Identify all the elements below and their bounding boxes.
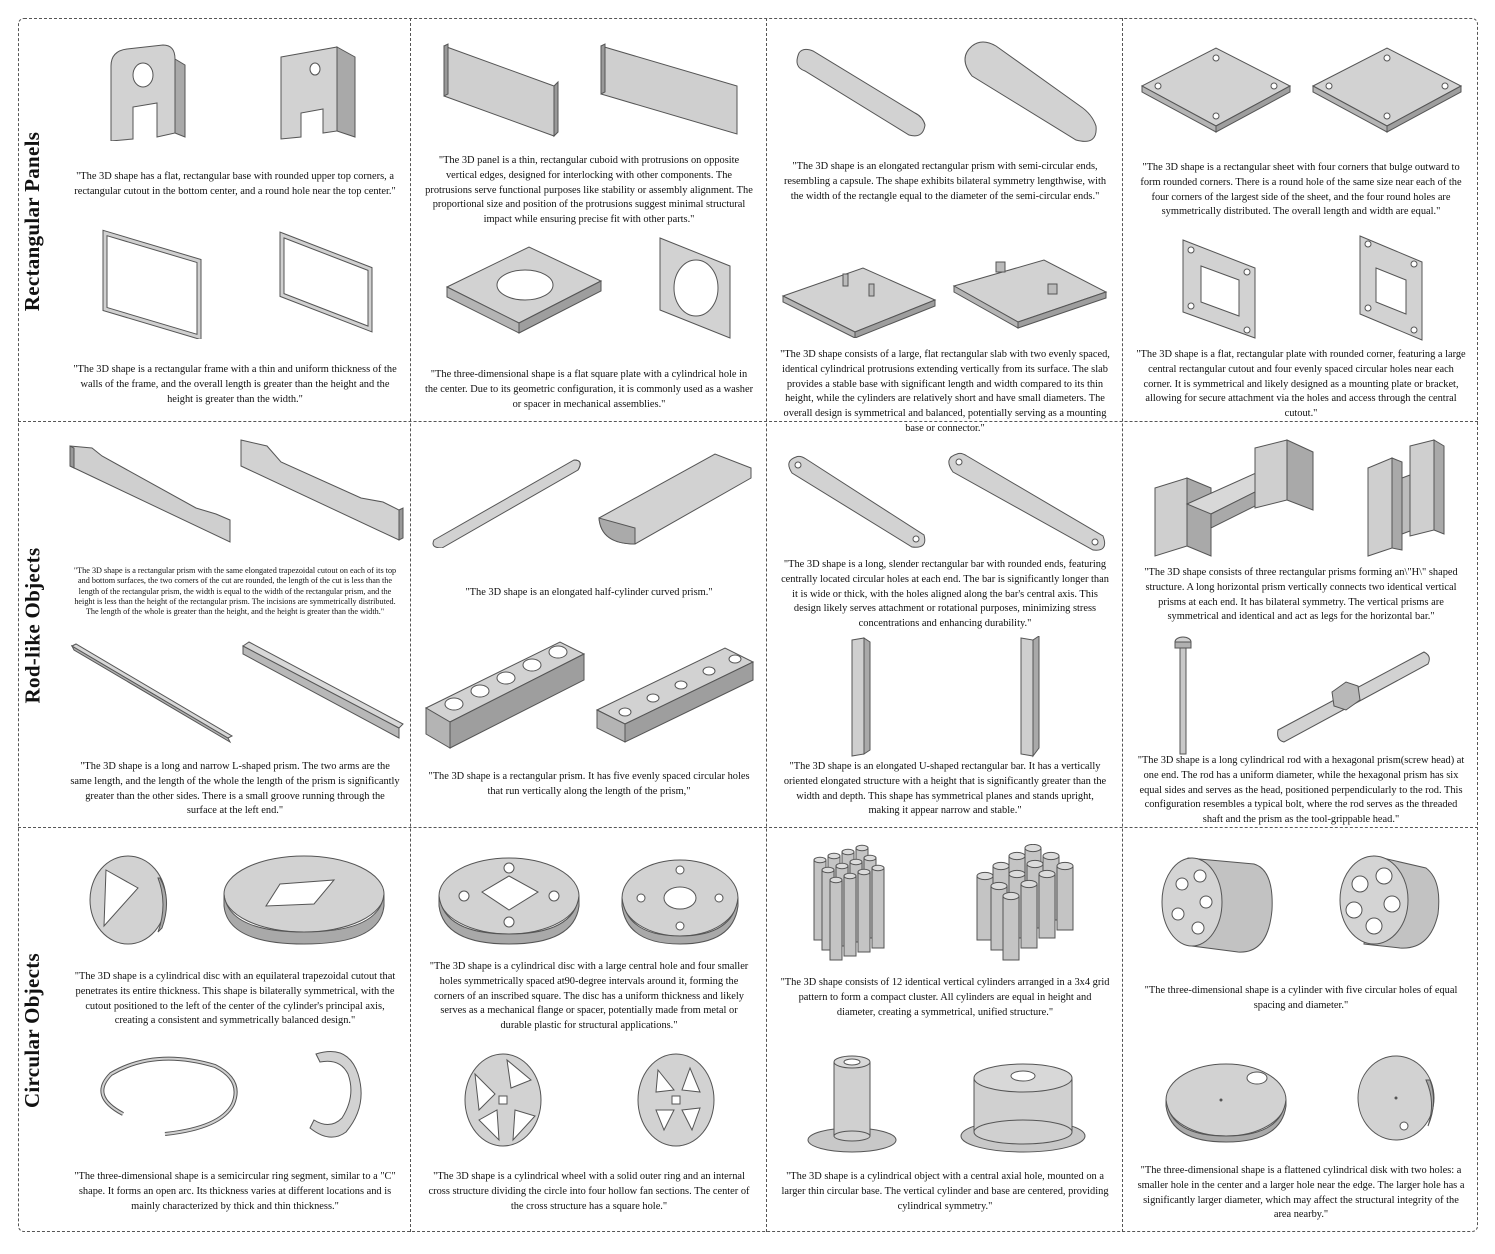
example-cell xyxy=(1130,1044,1472,1224)
column-divider xyxy=(1122,18,1123,1232)
shape-caption: "The 3D shape consists of 12 identical vertical cylinders arranged in a 3x4 grid pattern to form a compact cluster. All cylinders are equal in height and diameter, creating a symmetrical, unified structure." xyxy=(780,977,1110,1018)
disc-with-trapezoid-cutout-shape xyxy=(218,852,388,948)
dogbone-prism-shape xyxy=(66,436,234,546)
example-cell xyxy=(1130,30,1472,230)
shape-caption: "The three-dimensional shape is a flat square plate with a cylindrical hole in the center. Due to its geometric configuration, it is commonly used as a washer or spacer in mechanical assemblies." xyxy=(424,369,754,410)
shape-caption: "The 3D shape is an elongated half-cylinder curved prism." xyxy=(465,587,713,598)
shape-caption: "The 3D panel is a thin, rectangular cuboid with protrusions on opposite vertical edges, designed for interlocking with other components. The protrusions serve functional purposes like stability or assembly alignment. The proportional size and position of the protrusions suggest minimal structural impact while ensuring precise fit with other parts." xyxy=(425,155,753,226)
cylinder xyxy=(858,869,870,952)
example-cell xyxy=(774,842,1116,1042)
cylinder-cluster-shape xyxy=(971,844,1091,968)
shape-caption: "The 3D shape is a rectangular prism with the same elongated trapezoidal cutout on each of its top and bottom surfaces, the two corners of the cut are rounded, the length of the cut is less than the length of the rectangular prism, the width is equal to the width of the rectangular prism, and the height is less than the height of the rectangular prism. The incisions are symmetrically distributed. The length of the whole is greater than the height, and the height is greater than the width." xyxy=(73,566,397,616)
row-label-rectangular-panels xyxy=(0,22,66,420)
shape-caption: "The 3D shape consists of a large, flat rectangular slab with two evenly spaced, identical cylindrical protrusions extending vertically from its surface. The slab provides a stable base with significant length and width compared to its thin height, while the cylinders are relatively short and have small diameters. The overall design is symmetrical and balanced, potentially serving as a mounting base or connector." xyxy=(780,349,1110,434)
example-cell xyxy=(1130,842,1472,1042)
bolt-shape xyxy=(1274,634,1434,758)
shape-caption: "The 3D shape is a cylindrical object with a central axial hole, mounted on a larger thin circular base. The vertical cylinder and base are centered, providing cylindrical symmetry." xyxy=(781,1171,1109,1212)
l-shaped-prism-shape xyxy=(237,640,405,744)
h-shaped-structure-shape xyxy=(1362,438,1452,558)
example-cell xyxy=(418,30,760,230)
flange-disc-shape xyxy=(434,852,584,952)
shape-caption: "The 3D shape is a long and narrow L-shaped prism. The two arms are the same length, and the length of the whole the length of the prism is significantly greater than the other sides. There is a small groove running through the surface at the left end." xyxy=(70,761,400,817)
u-channel-bar-shape xyxy=(1011,636,1051,758)
half-cylinder-prism-shape xyxy=(424,448,584,548)
shape-caption: "The three-dimensional shape is a semicircular ring segment, similar to a "C" shape. It forms an open arc. Its thickness varies at different locations and is mainly characterized by thick and thin thickness." xyxy=(74,1171,396,1212)
shape-caption: "The three-dimensional shape is a cylinder with five circular holes of equal spacing and diameter." xyxy=(1144,985,1458,1011)
example-cell xyxy=(64,1044,406,1224)
rectangular-frame-shape xyxy=(95,229,215,339)
cross-spoke-wheel-shape xyxy=(459,1050,549,1150)
thin-panel-shape xyxy=(434,38,564,138)
cylinder xyxy=(844,873,856,956)
disc-with-trapezoid-cutout-shape xyxy=(82,852,182,948)
row-label-rod-like-objects xyxy=(0,424,66,826)
cross-spoke-wheel-shape xyxy=(630,1050,720,1150)
example-cell xyxy=(418,636,760,826)
shape-caption: "The 3D shape has a flat, rectangular base with rounded upper top corners, a rectangular cutout in the bottom center, and a round hole near the top center." xyxy=(74,171,396,197)
example-cell xyxy=(774,636,1116,826)
shape-caption: "The 3D shape consists of three rectangular prisms forming an\"H\" shaped structure. A long horizontal prism vertically connects two identical vertical prisms at each end. It has bilateral symmetry. The vertical prisms are symmetrical and identical and act as legs for the horizontal bar." xyxy=(1144,567,1458,623)
column-divider xyxy=(766,18,767,1232)
h-shaped-structure-shape xyxy=(1151,438,1321,558)
example-cell xyxy=(64,842,406,1042)
row-label-circular-objects xyxy=(0,830,66,1230)
square-washer-shape xyxy=(439,237,609,337)
thin-panel-shape xyxy=(595,38,745,138)
shape-caption: "The 3D shape is a rectangular prism. It has five evenly spaced circular holes that run vertically along the length of the prism," xyxy=(428,771,750,797)
example-cell xyxy=(418,230,760,420)
example-cell xyxy=(1130,436,1472,626)
shape-caption: "The 3D shape is a cylindrical disc with a large central hole and four smaller holes symmetrically spaced at90-degree intervals around it, forming the corners of an inscribed square. The disc has a uniform thickness and likely serves as a mechanical flange or spacer, potentially made from metal or durable plastic for structural applications." xyxy=(429,961,749,1032)
c-shaped-ring-shape xyxy=(85,1044,245,1144)
cylinder xyxy=(1057,862,1073,930)
bracket-plate-shape xyxy=(103,41,193,141)
cylinder-with-five-holes-shape xyxy=(1158,850,1278,958)
flange-disc-shape xyxy=(615,852,745,952)
cylinder-on-base-shape xyxy=(802,1048,902,1156)
example-cell xyxy=(64,432,406,632)
shape-caption: "The three-dimensional shape is a flattened cylindrical disk with two holes: a smaller hole in the center and a larger hole near the edge. The larger hole has a significantly larger diameter, which may affect the structural integrity of the area nearby." xyxy=(1137,1165,1465,1221)
dogbone-prism-shape xyxy=(237,436,405,546)
example-cell xyxy=(64,30,406,220)
shape-caption: "The 3D shape is a flat, rectangular plate with rounded corner, featuring a large central rectangular cutout and four evenly spaced circular holes near each corner. It is symmetrical and likely designed as a mounting plate or bracket, allowing for secure attachment via the holes and access through the central cutout." xyxy=(1136,349,1466,420)
c-shaped-ring-shape xyxy=(286,1044,386,1144)
example-cell xyxy=(1130,632,1472,832)
example-cell xyxy=(1130,230,1472,420)
cylinder xyxy=(872,865,884,948)
row-label-text: Circular Objects xyxy=(20,952,45,1108)
shape-caption: "The 3D shape is a cylindrical wheel with a solid outer ring and an internal cross structure dividing the circle into four hollow fan sections. The center of the cross structure has a square hole." xyxy=(428,1171,750,1212)
bolt-shape xyxy=(1168,634,1198,758)
cylinder-cluster-shape xyxy=(800,844,920,968)
cylinder xyxy=(1021,880,1037,948)
shape-caption: "The 3D shape is an elongated U-shaped rectangular bar. It has a vertically oriented elongated structure with a height that is significantly greater than the width and depth. This shape has symmetrical planes and stands upright, making it appear narrow and stable." xyxy=(783,761,1107,817)
u-channel-bar-shape xyxy=(840,636,880,758)
shape-caption: "The 3D shape is a rectangular frame with a thin and uniform thickness of the walls of the frame, and the overall length is greater than the height and the height is greater than the width." xyxy=(73,364,397,405)
half-cylinder-prism-shape xyxy=(595,448,755,548)
row-label-text: Rod-like Objects xyxy=(20,547,45,703)
example-cell xyxy=(774,30,1116,230)
rectangular-frame-shape xyxy=(276,229,376,339)
capsule-plate-shape xyxy=(785,41,935,141)
shape-caption: "The 3D shape is an elongated rectangular prism with semi-circular ends, resembling a capsule. The shape exhibits bilateral symmetry lengthwise, with the width of the rectangle equal to the diameter of the semi-circular ends." xyxy=(783,161,1107,202)
mounting-plate-shape xyxy=(1171,232,1271,344)
example-cell xyxy=(418,444,760,624)
cylinder xyxy=(1039,870,1055,938)
example-cell xyxy=(774,1044,1116,1224)
cylinder xyxy=(830,877,842,960)
example-cell xyxy=(774,444,1116,634)
notched-plate-shape xyxy=(271,41,367,141)
square-sheet-with-holes-shape xyxy=(1136,42,1296,138)
example-cell xyxy=(64,225,406,415)
cylinder-with-five-holes-shape xyxy=(1334,850,1444,958)
slab-with-pins-shape xyxy=(777,238,942,338)
shape-caption: "The 3D shape is a cylindrical disc with an equilateral trapezoidal cutout that penetrates its entire thickness. This shape is bilaterally symmetrical, with the cutout positioned to the left of the center of the cylinder's principal axis, creating a consistent and symmetrically balanced design." xyxy=(74,971,396,1027)
cylinder xyxy=(1003,892,1019,960)
slotted-bar-shape xyxy=(941,448,1111,554)
shape-caption: "The 3D shape is a long, slender rectangular bar with rounded ends, featuring centrally located circular holes at each end. The bar is significantly longer than it is wide or thick, with the holes aligned along the bar's central axis. This design likely serves attachment or rotational purposes, minimizing stress concentrations and enhancing durability." xyxy=(781,559,1109,630)
example-cell xyxy=(64,636,406,826)
example-cell xyxy=(774,230,1116,434)
square-washer-shape xyxy=(650,232,740,342)
mounting-plate-shape xyxy=(1352,232,1432,344)
square-sheet-with-holes-shape xyxy=(1307,42,1467,138)
prism-with-five-holes-shape xyxy=(591,638,759,750)
shape-caption: "The 3D shape is a long cylindrical rod with a hexagonal prism(screw head) at one end. The rod has a uniform diameter, while the hexagonal prism has six equal sides and serves as the head, positioned perpendicularly to the rod. This configuration resembles a typical bolt, where the rod serves as the threaded shaft and the prism as the tool-grippable head." xyxy=(1137,755,1465,826)
l-shaped-prism-shape xyxy=(66,640,234,744)
column-divider xyxy=(410,18,411,1232)
prism-with-five-holes-shape xyxy=(420,638,588,750)
slotted-bar-shape xyxy=(780,451,930,551)
cylinder-on-base-shape xyxy=(958,1048,1088,1156)
slab-with-pins-shape xyxy=(948,238,1113,338)
disk-with-two-holes-shape xyxy=(1161,1050,1291,1146)
example-cell xyxy=(418,842,760,1042)
example-cell xyxy=(418,1044,760,1224)
disk-with-two-holes-shape xyxy=(1352,1050,1442,1146)
row-label-text: Rectangular Panels xyxy=(20,131,45,311)
capsule-plate-shape xyxy=(956,36,1106,146)
shape-caption: "The 3D shape is a rectangular sheet with four corners that bulge outward to form rounded corners. There is a round hole of the same size near each of the four corners of the largest side of the sheet, and the four round holes are symmetrically distributed. The overall length and width are equal." xyxy=(1140,162,1462,218)
